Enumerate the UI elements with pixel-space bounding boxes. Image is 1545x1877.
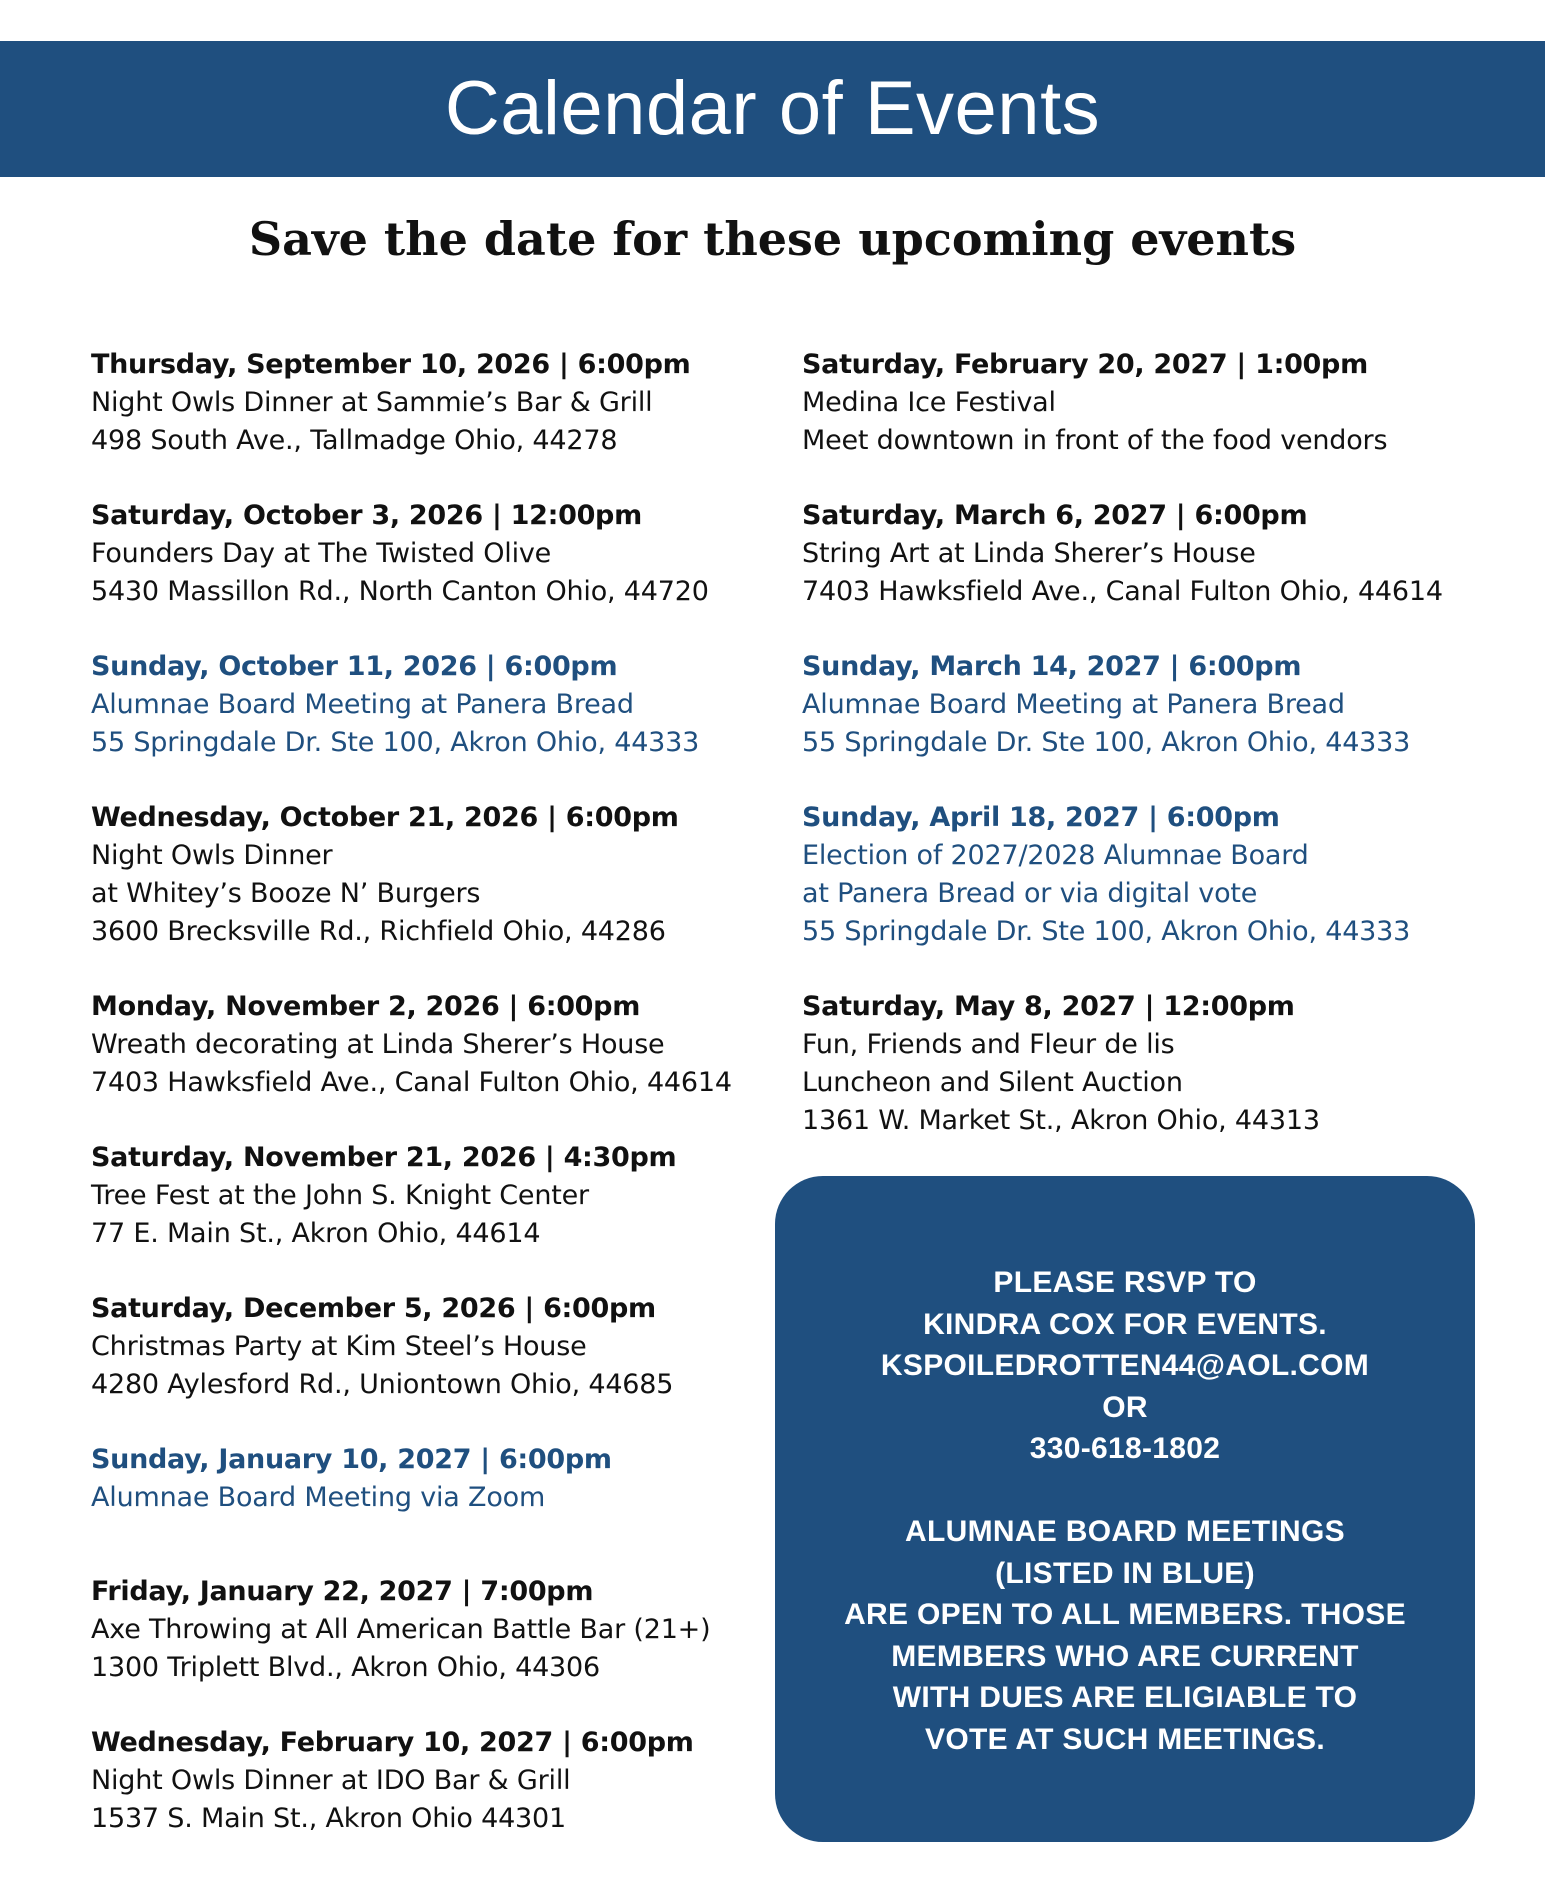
event-date-time: Thursday, September 10, 2026 | 6:00pm — [91, 349, 691, 380]
event-detail-line: Alumnae Board Meeting via Zoom — [91, 1482, 546, 1513]
header-banner — [0, 41, 1545, 177]
event-detail-line: String Art at Linda Sherer’s House — [802, 538, 1256, 569]
event-detail-line: Night Owls Dinner at Sammie’s Bar & Grill — [91, 387, 653, 418]
rsvp-line: PLEASE RSVP TO — [993, 1266, 1257, 1299]
event-date-time: Sunday, April 18, 2027 | 6:00pm — [802, 802, 1280, 833]
event-detail-line: 1537 S. Main St., Akron Ohio 44301 — [91, 1803, 566, 1834]
event-detail-line: 1361 W. Market St., Akron Ohio, 44313 — [802, 1105, 1320, 1136]
event-detail-line: at Panera Bread or via digital vote — [802, 878, 1258, 909]
event-item — [91, 1724, 694, 1838]
event-detail-line: Axe Throwing at All American Battle Bar (21+) — [91, 1614, 711, 1645]
event-item — [91, 1573, 710, 1687]
event-date-time: Wednesday, February 10, 2027 | 6:00pm — [91, 1727, 694, 1758]
event-detail-line: 4280 Aylesford Rd., Uniontown Ohio, 44685 — [91, 1369, 674, 1400]
board-note-line: ARE OPEN TO ALL MEMBERS. THOSE — [844, 1598, 1406, 1631]
event-detail-line: Night Owls Dinner at IDO Bar & Grill — [91, 1765, 571, 1796]
event-detail-line: Medina Ice Festival — [802, 387, 1056, 418]
event-detail-line: 7403 Hawksfield Ave., Canal Fulton Ohio, 44614 — [802, 576, 1443, 607]
event-detail-line: Meet downtown in front of the food vendors — [802, 425, 1388, 456]
event-detail-line: Luncheon and Silent Auction — [802, 1067, 1183, 1098]
event-item — [91, 1139, 676, 1253]
rsvp-box — [775, 1176, 1475, 1842]
event-date-time: Saturday, March 6, 2027 | 6:00pm — [802, 500, 1308, 531]
event-date-time: Sunday, January 10, 2027 | 6:00pm — [91, 1444, 612, 1475]
board-note-line: VOTE AT SUCH MEETINGS. — [925, 1722, 1325, 1756]
event-detail-line: Alumnae Board Meeting at Panera Bread — [802, 689, 1345, 720]
rsvp-spacer — [775, 1470, 1475, 1512]
event-date-time: Wednesday, October 21, 2026 | 6:00pm — [91, 802, 679, 833]
event-item — [91, 799, 679, 951]
event-date-time: Sunday, October 11, 2026 | 6:00pm — [91, 651, 618, 682]
event-date-time: Saturday, February 20, 2027 | 1:00pm — [802, 349, 1368, 380]
event-detail-line: at Whitey’s Booze N’ Burgers — [91, 878, 481, 909]
page-subtitle: Save the date for these upcoming events — [248, 212, 1297, 266]
event-detail-line: Night Owls Dinner — [91, 840, 333, 871]
event-item — [802, 648, 1410, 762]
board-note-line: ALUMNAE BOARD MEETINGS — [905, 1515, 1345, 1548]
event-item — [91, 988, 732, 1102]
event-date-time: Saturday, November 21, 2026 | 4:30pm — [91, 1142, 677, 1173]
event-detail-line: 3600 Brecksville Rd., Richfield Ohio, 44286 — [91, 916, 666, 947]
event-detail-line: 7403 Hawksfield Ave., Canal Fulton Ohio, 44614 — [91, 1067, 732, 1098]
rsvp-line: KSPOILEDROTTEN44@AOL.COM — [880, 1349, 1370, 1382]
rsvp-line: KINDRA COX FOR EVENTS. — [923, 1307, 1327, 1341]
event-detail-line: Founders Day at The Twisted Olive — [91, 538, 552, 569]
event-detail-line: 1300 Triplett Blvd., Akron Ohio, 44306 — [91, 1652, 600, 1683]
event-detail-line: Tree Fest at the John S. Knight Center — [91, 1180, 589, 1211]
event-item — [91, 1441, 612, 1517]
event-date-time: Saturday, October 3, 2026 | 12:00pm — [91, 500, 642, 531]
event-item — [91, 346, 690, 460]
page-title: Calendar of Events — [444, 66, 1101, 151]
event-item — [91, 1290, 673, 1404]
event-detail-line: Wreath decorating at Linda Sherer’s House — [91, 1029, 665, 1060]
event-detail-line: 5430 Massillon Rd., North Canton Ohio, 44720 — [91, 576, 709, 607]
event-item — [91, 648, 699, 762]
event-item — [91, 497, 709, 611]
board-note-line: WITH DUES ARE ELIGIABLE TO — [892, 1681, 1358, 1714]
event-detail-line: 55 Springdale Dr. Ste 100, Akron Ohio, 44333 — [802, 727, 1411, 758]
rsvp-line: OR — [1102, 1390, 1148, 1424]
event-item — [802, 799, 1410, 951]
event-detail-line: 77 E. Main St., Akron Ohio, 44614 — [91, 1218, 541, 1249]
event-item — [802, 346, 1387, 460]
board-note-line: MEMBERS WHO ARE CURRENT — [891, 1639, 1359, 1673]
event-date-time: Friday, January 22, 2027 | 7:00pm — [91, 1576, 594, 1607]
event-item — [802, 988, 1320, 1140]
board-note-line: (LISTED IN BLUE) — [995, 1556, 1255, 1590]
event-detail-line: Christmas Party at Kim Steel’s House — [91, 1331, 587, 1362]
event-detail-line: Election of 2027/2028 Alumnae Board — [802, 840, 1309, 871]
event-detail-line: Alumnae Board Meeting at Panera Bread — [91, 689, 634, 720]
rsvp-line: 330-618-1802 — [1029, 1432, 1221, 1465]
event-date-time: Sunday, March 14, 2027 | 6:00pm — [802, 651, 1302, 682]
event-date-time: Saturday, December 5, 2026 | 6:00pm — [91, 1293, 656, 1324]
event-date-time: Saturday, May 8, 2027 | 12:00pm — [802, 991, 1295, 1022]
event-detail-line: Fun, Friends and Fleur de lis — [802, 1029, 1175, 1060]
event-date-time: Monday, November 2, 2026 | 6:00pm — [91, 991, 641, 1022]
event-detail-line: 498 South Ave., Tallmadge Ohio, 44278 — [91, 425, 618, 456]
event-detail-line: 55 Springdale Dr. Ste 100, Akron Ohio, 44333 — [802, 916, 1411, 947]
event-detail-line: 55 Springdale Dr. Ste 100, Akron Ohio, 44333 — [91, 727, 700, 758]
event-item — [802, 497, 1443, 611]
